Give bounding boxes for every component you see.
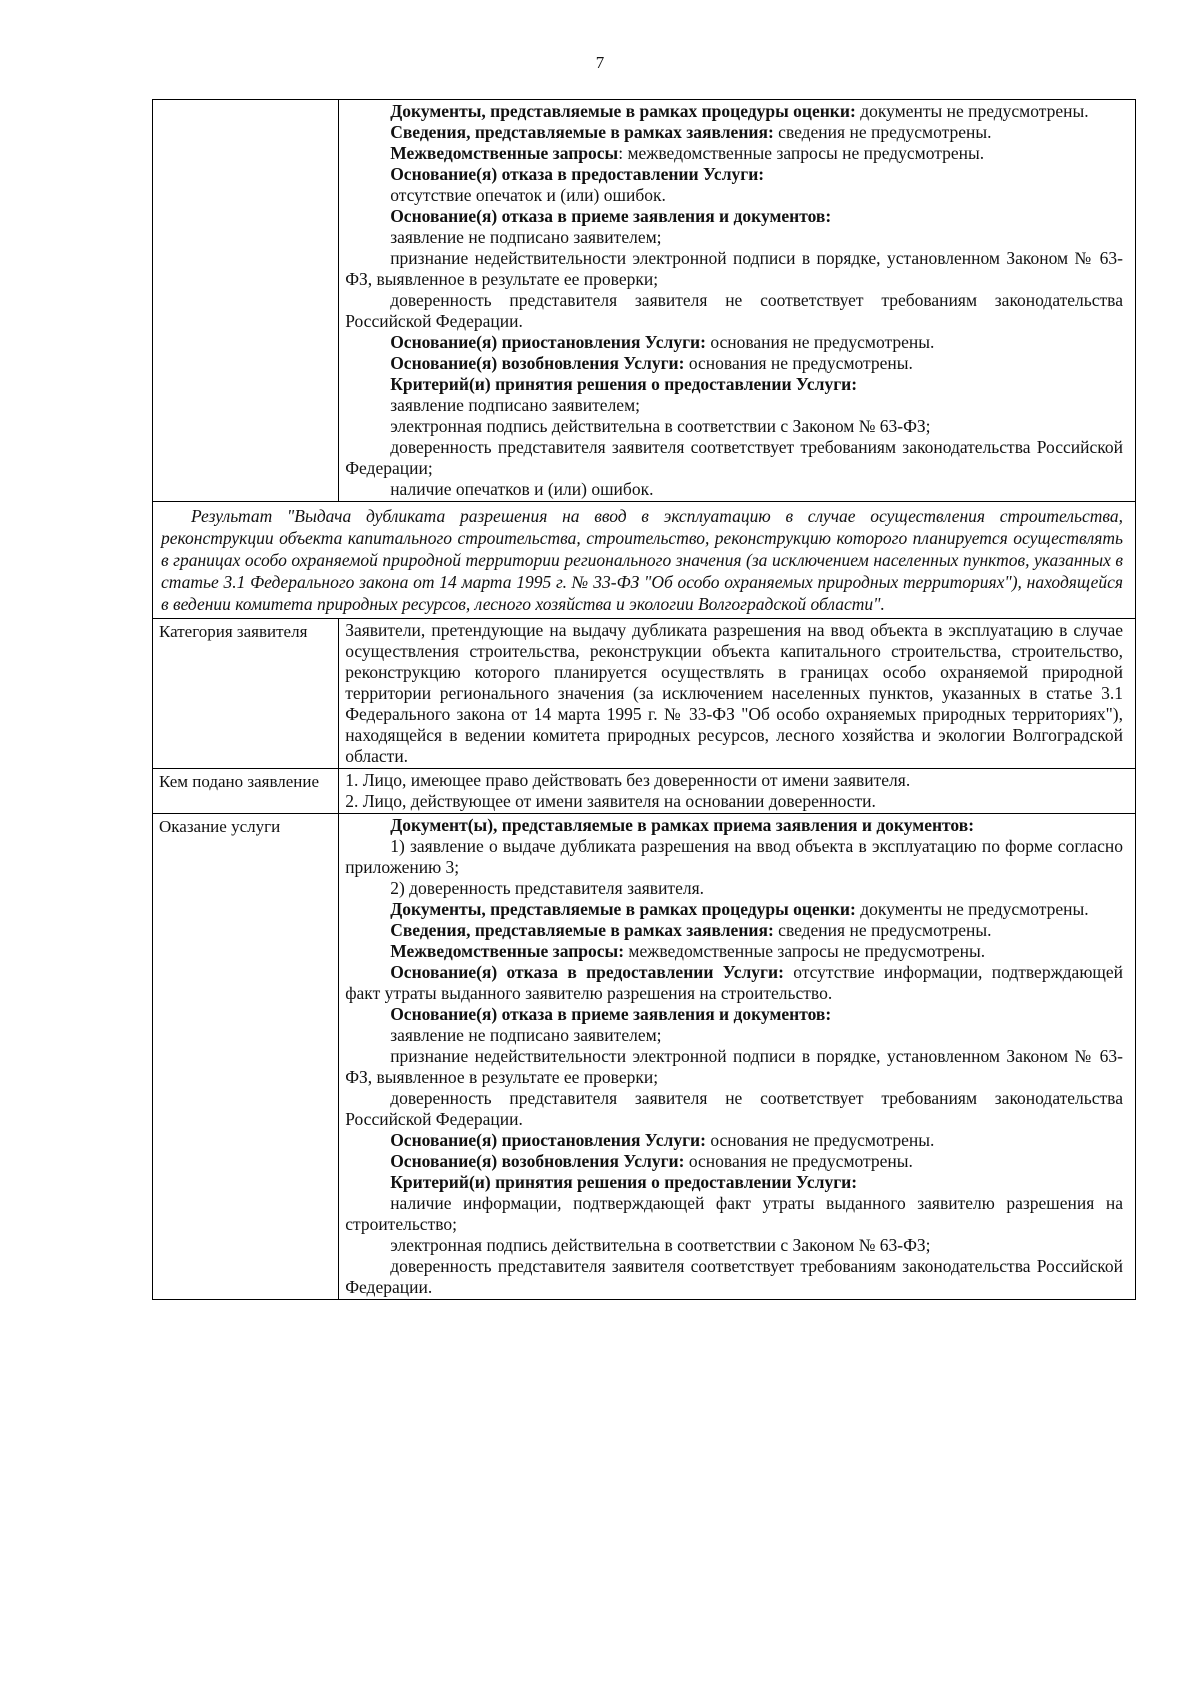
paragraph-line [345,1004,1123,1025]
bold-label: Критерий(и) принятия решения о предоставлении Услуги: [390,1172,858,1192]
line-text: 2) доверенность представителя заявителя. [390,878,705,898]
page-number: 7 [595,53,605,72]
paragraph-line [345,1088,1123,1130]
bold-label: Основание(я) возобновления Услуги: [390,1151,685,1171]
table-row-continuation [153,100,1136,502]
line-text: основания не предусмотрены. [684,1151,913,1171]
paragraph-line [345,1193,1123,1235]
paragraph-line [345,479,1123,500]
line-text: документы не предусмотрены. [855,101,1089,121]
result-heading: Результат "Выдача дубликата разрешения на ввод в эксплуатацию в случае осуществления строительства, реконструкции объекта капитального строительства, строительство, реконструкцию которого планируется осуществлять в границах особо охраняемой природной территории регионального значения (за исключением населенных пунктов, указанных в статье 3.1 Федерального закона от 14 марта 1995 г. № 33-ФЗ "Об особо охраняемых природных территориях"), находящейся в ведении комитета природных ресурсов, лесного хозяйства и экологии Волгоградской области". [161,506,1123,614]
bold-label: Межведомственные запросы [390,143,619,163]
paragraph-line [345,206,1123,227]
result-cell [153,502,1136,619]
bold-label: Сведения, представляемые в рамках заявления: [390,122,774,142]
category-text: Заявители, претендующие на выдачу дубликата разрешения на ввод объекта в эксплуатацию в случае осуществления строительства, реконструкции объекта капитального строительства, строительство, реконструкцию которого планируется осуществлять в границах особо охраняемой природной территории регионального значения (за исключением населенных пунктов, указанных в статье 3.1 Федерального закона от 14 марта 1995 г. № 33-ФЗ "Об особо охраняемых природных территориях"), находящейся в ведении комитета природных ресурсов, лесного хозяйства и экологии Волгоградской области. [345,620,1123,766]
paragraph-line [345,395,1123,416]
line-text: заявление не подписано заявителем; [390,1025,662,1045]
submitted-list [345,770,1123,812]
empty-label-cell [153,100,339,502]
bold-label: Основание(я) возобновления Услуги: [390,353,685,373]
paragraph-line [345,1235,1123,1256]
category-label: Категория заявителя [153,619,339,769]
paragraph-line [345,353,1123,374]
line-text: доверенность представителя заявителя соответствует требованиям законодательства Российской Федерации; [345,437,1123,478]
paragraph-line [345,290,1123,332]
table-row-submitted [153,769,1136,814]
line-text: основания не предусмотрены. [705,332,935,352]
table-row-result [153,502,1136,619]
table-row-category [153,619,1136,769]
paragraph-line [345,899,1123,920]
paragraph-line [345,878,1123,899]
bold-label: Документы, представляемые в рамках процедуры оценки: [390,899,856,919]
paragraph-line [345,101,1123,122]
line-text: наличие опечатков и (или) ошибок. [390,479,654,499]
service-table [152,99,1136,1300]
service-content [339,814,1135,1299]
submitted-label: Кем подано заявление [153,769,339,814]
line-text: отсутствие опечаток и (или) ошибок. [390,185,666,205]
line-text: наличие информации, подтверждающей факт утраты выданного заявителю разрешения на строительство; [345,1193,1123,1234]
paragraph-line [345,437,1123,479]
bold-label: Документы, представляемые в рамках процедуры оценки: [390,101,856,121]
line-text: доверенность представителя заявителя не соответствует требованиям законодательства Российской Федерации. [345,290,1123,331]
line-text: сведения не предусмотрены. [773,122,992,142]
bold-label: Сведения, представляемые в рамках заявления: [390,920,774,940]
paragraph-line [345,185,1123,206]
paragraph-line [345,1046,1123,1088]
line-text: сведения не предусмотрены. [773,920,992,940]
paragraph-line [345,836,1123,878]
line-text: признание недействительности электронной подписи в порядке, установленном Законом № 63-ФЗ, выявленное в результате ее проверки; [345,1046,1123,1087]
paragraph-line [345,1172,1123,1193]
table-row-service [153,814,1136,1300]
list-item: 1. Лицо, имеющее право действовать без доверенности от имени заявителя. [345,770,911,790]
line-text: доверенность представителя заявителя не соответствует требованиям законодательства Российской Федерации. [345,1088,1123,1129]
paragraph-line [345,1151,1123,1172]
bold-label: Критерий(и) принятия решения о предоставлении Услуги: [390,374,858,394]
paragraph-line [345,1025,1123,1046]
paragraph-line [345,920,1123,941]
paragraph-line [345,815,1123,836]
service-cell [339,814,1136,1300]
submitted-cell [339,769,1136,814]
line-text: доверенность представителя заявителя соответствует требованиям законодательства Российской Федерации. [345,1256,1123,1297]
paragraph-line [345,248,1123,290]
line-text: заявление подписано заявителем; [390,395,641,415]
category-cell [339,619,1136,769]
line-text: : межведомственные запросы не предусмотрены. [618,143,985,163]
bold-label: Основание(я) отказа в приеме заявления и документов: [390,206,832,226]
paragraph-line [345,332,1123,353]
bold-label: Межведомственные запросы: [390,941,625,961]
bold-label: Документ(ы), представляемые в рамках приема заявления и документов: [390,815,975,835]
paragraph-line [345,122,1123,143]
bold-label: Основание(я) приостановления Услуги: [390,1130,706,1150]
line-text: 1) заявление о выдаче дубликата разрешения на ввод объекта в эксплуатацию по форме согласно приложению 3; [345,836,1123,877]
line-text: документы не предусмотрены. [855,899,1089,919]
continuation-cell [339,100,1136,502]
bold-label: Основание(я) приостановления Услуги: [390,332,706,352]
line-text: межведомственные запросы не предусмотрены. [624,941,986,961]
paragraph-line [345,941,1123,962]
bold-label: Основание(я) отказа в приеме заявления и документов: [390,1004,832,1024]
line-text: основания не предусмотрены. [684,353,913,373]
bold-label: Основание(я) отказа в предоставлении Услуги: [390,962,784,982]
bold-label: Основание(я) отказа в предоставлении Услуги: [390,164,765,184]
paragraph-line [345,416,1123,437]
line-text: электронная подпись действительна в соответствии с Законом № 63-ФЗ; [390,1235,931,1255]
continuation-content [339,100,1135,501]
line-text: электронная подпись действительна в соответствии с Законом № 63-ФЗ; [390,416,931,436]
paragraph-line [345,164,1123,185]
paragraph-line [345,962,1123,1004]
line-text: отсутствие информации, подтверждающей факт утраты выданного заявителю разрешения на строительство. [345,962,1124,1003]
line-text: признание недействительности электронной подписи в порядке, установленном Законом № 63-ФЗ, выявленное в результате ее проверки; [345,248,1123,289]
paragraph-line [345,1256,1123,1298]
paragraph-line [345,143,1123,164]
line-text: заявление не подписано заявителем; [390,227,662,247]
service-label: Оказание услуги [153,814,339,1300]
paragraph-line [345,227,1123,248]
paragraph-line [345,1130,1123,1151]
list-item: 2. Лицо, действующее от имени заявителя на основании доверенности. [345,791,876,811]
paragraph-line [345,374,1123,395]
line-text: основания не предусмотрены. [705,1130,935,1150]
